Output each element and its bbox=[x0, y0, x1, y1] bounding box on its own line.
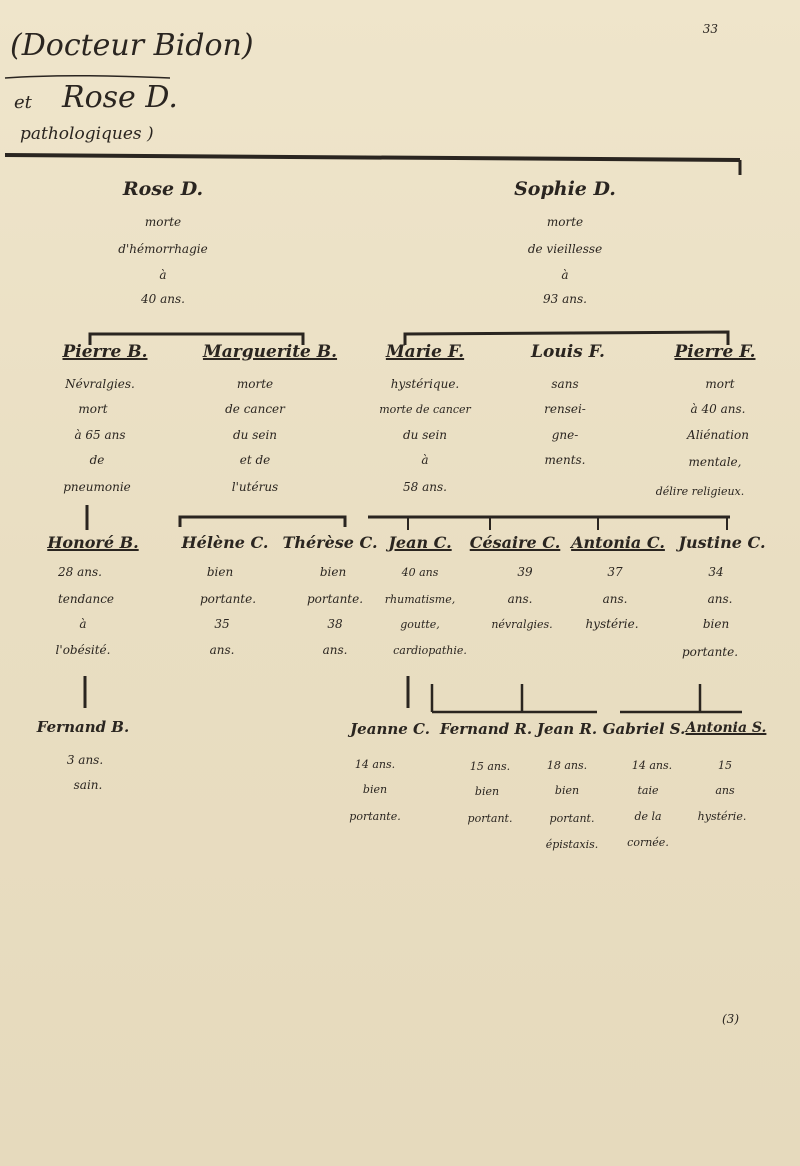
gen2-line: à 40 ans. bbox=[690, 402, 746, 416]
gen3-line: à bbox=[79, 617, 87, 631]
gen4-name: Antonia S. bbox=[685, 720, 767, 736]
gen1-line: à bbox=[561, 268, 569, 282]
gen3-line: ans. bbox=[209, 643, 235, 657]
gen2-line: et de bbox=[239, 453, 271, 467]
bracket-c-siblings-1 bbox=[180, 517, 345, 527]
gen4-line: portant. bbox=[549, 812, 595, 825]
gen3-line: 34 bbox=[708, 565, 724, 579]
gen4-line: bien bbox=[554, 784, 580, 797]
gen2-line: à 65 ans bbox=[74, 428, 126, 442]
gen2-name: Marguerite B. bbox=[202, 342, 338, 362]
gen2-line: rensei- bbox=[544, 402, 586, 416]
gen2-name: Louis F. bbox=[531, 342, 605, 362]
gen2-line: sans bbox=[551, 377, 579, 391]
gen4-name: Gabriel S. bbox=[602, 720, 686, 738]
gen3-line: ans. bbox=[707, 592, 733, 606]
gen1-line: morte bbox=[144, 215, 182, 229]
gen2-name: Pierre B. bbox=[62, 342, 148, 362]
gen4-line: épistaxis. bbox=[545, 838, 599, 851]
gen3-line: 28 ans. bbox=[58, 565, 102, 579]
gen3-line: ans. bbox=[602, 592, 628, 606]
gen4-line: portant. bbox=[467, 812, 513, 825]
bracket-s-siblings bbox=[620, 684, 742, 712]
gen4-line: hystérie. bbox=[697, 810, 747, 823]
gen1-line: 40 ans. bbox=[141, 292, 185, 306]
gen3-line: l'obésité. bbox=[55, 643, 111, 657]
gen2-line: du sein bbox=[402, 428, 448, 442]
gen4-line: de la bbox=[634, 810, 662, 823]
gen3-line: cardiopathie. bbox=[393, 644, 467, 657]
gen1-line: à bbox=[159, 268, 167, 282]
gen4-line: 14 ans. bbox=[354, 758, 396, 771]
gen4-line: bien bbox=[474, 785, 500, 798]
gen4-line: 15 ans. bbox=[469, 760, 511, 773]
header-line-2: Rose D. bbox=[62, 80, 178, 115]
gen3-line: 37 bbox=[607, 565, 623, 579]
gen3-line: ans. bbox=[322, 643, 348, 657]
gen2-line: de cancer bbox=[225, 402, 285, 416]
gen3-line: névralgies. bbox=[491, 618, 553, 631]
gen4-name: Fernand B. bbox=[36, 718, 130, 736]
gen2-line: morte de cancer bbox=[379, 403, 471, 416]
gen3-line: hystérie. bbox=[585, 617, 639, 631]
gen2-line: à bbox=[421, 453, 429, 467]
gen3-line: rhumatisme, bbox=[384, 593, 456, 606]
gen4-name: Jeanne C. bbox=[350, 720, 430, 738]
gen4-line: ans bbox=[715, 784, 735, 797]
gen2-name: Marie F. bbox=[385, 342, 465, 362]
header-line-3: pathologiques ) bbox=[20, 124, 154, 144]
gen3-name: Antonia C. bbox=[571, 533, 665, 552]
gen3-line: tendance bbox=[57, 592, 115, 606]
gen4-name: Jean R. bbox=[536, 720, 598, 738]
gen4-line: sain. bbox=[73, 778, 103, 792]
gen3-line: 40 ans bbox=[401, 566, 439, 579]
gen2-line: mentale, bbox=[688, 455, 742, 469]
gen2-line: gne- bbox=[551, 428, 579, 442]
gen3-line: goutte, bbox=[400, 618, 440, 631]
gen2-line: hystérique. bbox=[390, 377, 460, 391]
gen4-line: 18 ans. bbox=[546, 759, 588, 772]
gen3-name: Honoré B. bbox=[47, 533, 139, 552]
gen4-line: taie bbox=[637, 784, 659, 797]
gen2-name: Pierre F. bbox=[674, 342, 756, 362]
header-et: et bbox=[14, 92, 32, 113]
gen3-line: bien bbox=[206, 565, 234, 579]
gen2-line: Névralgies. bbox=[65, 377, 135, 391]
gen3-name: Justine C. bbox=[678, 533, 766, 552]
gen2-line: Aliénation bbox=[687, 428, 749, 442]
gen3-name: Thérèse C. bbox=[282, 533, 378, 552]
gen3-line: bien bbox=[702, 617, 730, 631]
gen2-line: morte bbox=[236, 377, 274, 391]
header-rule-1 bbox=[5, 76, 170, 78]
gen2-line: ments. bbox=[544, 453, 586, 467]
gen3-name: Hélène C. bbox=[181, 533, 269, 552]
bracket-r-siblings bbox=[432, 684, 597, 712]
gen2-line: de bbox=[89, 453, 105, 467]
gen3-name: Césaire C. bbox=[469, 533, 561, 552]
page-number: 33 bbox=[702, 22, 718, 36]
gen2-line: délire religieux. bbox=[655, 485, 745, 498]
gen4-line: cornée. bbox=[627, 836, 669, 849]
gen3-line: portante. bbox=[199, 592, 257, 606]
gen1-name: Rose D. bbox=[122, 178, 204, 200]
gen2-line: mort bbox=[705, 377, 735, 391]
gen1-line: d'hémorrhagie bbox=[118, 242, 208, 256]
gen2-line: 58 ans. bbox=[403, 480, 447, 494]
gen4-line: portante. bbox=[349, 810, 401, 823]
gen3-line: 39 bbox=[517, 565, 533, 579]
gen3-line: portante. bbox=[306, 592, 364, 606]
gen3-line: ans. bbox=[507, 592, 533, 606]
gen3-line: portante. bbox=[681, 645, 739, 659]
gen4-line: bien bbox=[362, 783, 388, 796]
gen2-line: l'utérus bbox=[231, 480, 279, 494]
gen4-name: Fernand R. bbox=[439, 720, 533, 738]
gen3-name: Jean C. bbox=[388, 533, 452, 552]
gen1-line: morte bbox=[546, 215, 584, 229]
gen1-line: de vieillesse bbox=[527, 242, 603, 256]
gen3-line: bien bbox=[319, 565, 347, 579]
gen4-line: 15 bbox=[718, 759, 732, 772]
header-line-1: (Docteur Bidon) bbox=[10, 28, 254, 63]
gen2-line: mort bbox=[78, 402, 108, 416]
gen1-name: Sophie D. bbox=[514, 178, 616, 200]
gen2-line: du sein bbox=[232, 428, 278, 442]
gen4-line: 14 ans. bbox=[631, 759, 673, 772]
gen1-line: 93 ans. bbox=[543, 292, 587, 306]
gen3-line: 35 bbox=[214, 617, 230, 631]
gen4-line: 3 ans. bbox=[66, 753, 104, 767]
footer-mark: (3) bbox=[722, 1012, 739, 1026]
gen3-line: 38 bbox=[327, 617, 343, 631]
header-rule-main bbox=[5, 155, 740, 160]
gen2-line: pneumonie bbox=[63, 480, 131, 494]
